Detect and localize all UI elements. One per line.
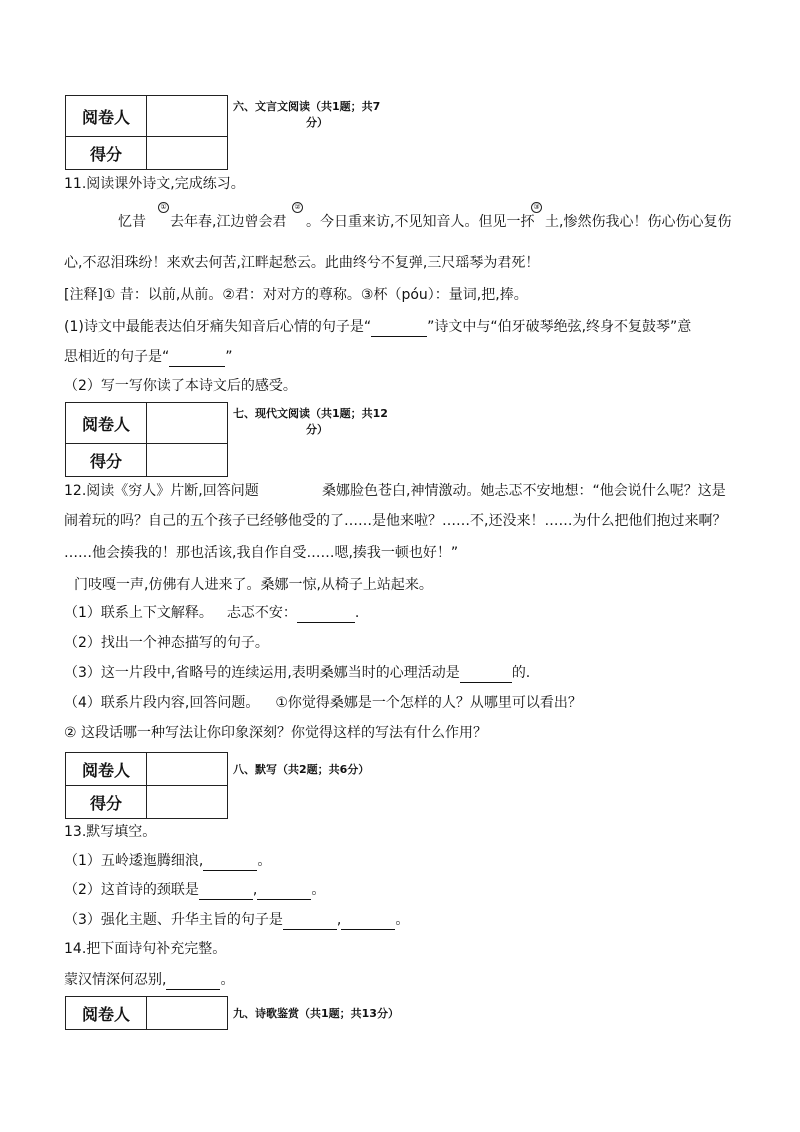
- sub-question-text: 。: [257, 853, 272, 869]
- score-cell[interactable]: [147, 137, 228, 170]
- section-title-line: 分）: [306, 116, 328, 129]
- reviewer-cell[interactable]: [147, 997, 228, 1030]
- score-box: [65, 95, 228, 170]
- question-prompt: 14.把下面诗句补充完整。: [64, 941, 227, 957]
- section-title: 八、默写（共2题；共6分）: [233, 763, 370, 776]
- score-label: 得分: [66, 137, 147, 170]
- poem-text: 土,惨然伤我心！伤心伤心复伤: [545, 214, 732, 230]
- passage-text: ……他会揍我的！那也活该,我自作自受……嗯,揍我一顿也好！”: [64, 545, 459, 561]
- sub-question-text: (1)诗文中最能表达伯牙痛失知音后心情的句子是“: [64, 319, 372, 335]
- section-title: [233, 406, 388, 438]
- question-prompt: 11.阅读课外诗文,完成练习。: [64, 176, 245, 192]
- sub-question-text: （3）这一片段中,省略号的连续运用,表明桑娜当时的心理活动是: [64, 665, 460, 681]
- section-title-line: 六、文言文阅读（共1题；共7: [233, 100, 381, 113]
- section-title: [233, 99, 380, 131]
- reviewer-label: 阅卷人: [66, 753, 147, 786]
- section-title: 九、诗歌鉴赏（共1题；共13分）: [233, 1007, 399, 1020]
- poem-text: 去年春,江边曾会君: [170, 214, 287, 230]
- sub-question: [64, 603, 359, 623]
- note-mark: ③: [531, 202, 542, 213]
- note-mark: ②: [292, 202, 303, 213]
- sub-question: [64, 880, 325, 900]
- poem-text: 。今日重来访,不见知音人。但见一抔: [306, 214, 535, 230]
- note-mark: ①: [158, 202, 169, 213]
- answer-blank[interactable]: [199, 899, 253, 900]
- sub-question-text: .: [354, 605, 360, 621]
- score-box: [65, 402, 228, 477]
- passage-text: 门吱嘎一声,仿佛有人进来了。桑娜一惊,从椅子上站起来。: [74, 577, 433, 593]
- answer-blank[interactable]: [371, 336, 427, 337]
- answer-blank[interactable]: [341, 929, 395, 930]
- sub-question-text: ”: [225, 349, 233, 365]
- annotation: [注释]① 昔：以前,从前。②君：对对方的尊称。③杯（póu）：量词,把,捧。: [64, 287, 528, 303]
- reviewer-label: 阅卷人: [66, 997, 147, 1030]
- reviewer-cell[interactable]: [147, 403, 228, 444]
- sub-question-text: 忐忑不安：: [226, 605, 297, 621]
- answer-blank[interactable]: [203, 870, 257, 871]
- sub-question: [64, 970, 234, 990]
- answer-blank[interactable]: [166, 989, 220, 990]
- poem-text: 忆昔: [118, 214, 146, 230]
- passage-text: 桑娜脸色苍白,神情激动。她忐忑不安地想：“他会说什么呢？这是: [322, 483, 726, 499]
- poem-text: 心,不忍泪珠纷！来欢去何苦,江畔起愁云。此曲终兮不复弹,三尺瑶琴为君死！: [64, 255, 540, 271]
- sub-question-text: 。: [311, 882, 326, 898]
- sub-question-text: ,: [252, 882, 258, 898]
- reviewer-label: 阅卷人: [66, 96, 147, 137]
- sub-question: （2）写一写你读了本诗文后的感受。: [64, 378, 297, 394]
- passage-text: 闹着玩的吗？自己的五个孩子已经够他受的了……是他来啦？……不,还没来！……为什么把他们抱过来啊？: [64, 513, 727, 529]
- answer-blank[interactable]: [283, 929, 337, 930]
- sub-question-text: ”诗文中与“伯牙破琴绝弦,终身不复鼓琴”意: [427, 319, 692, 335]
- score-box: [65, 996, 228, 1030]
- sub-question: [64, 851, 271, 871]
- score-box: [65, 752, 228, 819]
- sub-question-text: 蒙汉情深何忍别,: [64, 972, 167, 988]
- section-title-line: 七、现代文阅读（共1题；共12: [233, 407, 388, 420]
- reviewer-cell[interactable]: [147, 753, 228, 786]
- sub-question-text: （1）五岭逶迤腾细浪,: [64, 853, 204, 869]
- reviewer-cell[interactable]: [147, 96, 228, 137]
- answer-blank[interactable]: [297, 622, 355, 623]
- question-prompt: 13.默写填空。: [64, 824, 157, 840]
- sub-question-text: 。: [395, 912, 410, 928]
- score-cell[interactable]: [147, 786, 228, 819]
- sub-question-text: 思相近的句子是“: [64, 349, 170, 365]
- answer-blank[interactable]: [257, 899, 311, 900]
- sub-question-text: 的.: [511, 665, 531, 681]
- sub-question-text: ,: [336, 912, 342, 928]
- sub-question: [64, 347, 233, 367]
- reviewer-label: 阅卷人: [66, 403, 147, 444]
- sub-question: [64, 910, 409, 930]
- sub-question: [64, 693, 582, 713]
- sub-question-text: （1）联系上下文解释。: [64, 605, 213, 621]
- sub-question: [64, 663, 530, 683]
- answer-blank[interactable]: [460, 682, 512, 683]
- sub-question-text: 。: [220, 972, 235, 988]
- answer-blank[interactable]: [169, 366, 225, 367]
- question-prompt: 12.阅读《穷人》片断,回答问题: [64, 483, 259, 499]
- sub-question: ② 这段话哪一种写法让你印象深刻？你觉得这样的写法有什么作用？: [64, 725, 487, 741]
- sub-question-text: （2）这首诗的颈联是: [64, 882, 199, 898]
- score-label: 得分: [66, 444, 147, 477]
- score-cell[interactable]: [147, 444, 228, 477]
- sub-question-text: ①你觉得桑娜是一个怎样的人？从哪里可以看出？: [275, 695, 582, 711]
- sub-question: [64, 317, 691, 337]
- score-label: 得分: [66, 786, 147, 819]
- section-title-line: 分）: [306, 423, 328, 436]
- sub-question-text: （4）联系片段内容,回答问题。: [64, 695, 260, 711]
- sub-question-text: （3）强化主题、升华主旨的句子是: [64, 912, 283, 928]
- sub-question: （2）找出一个神态描写的句子。: [64, 635, 269, 651]
